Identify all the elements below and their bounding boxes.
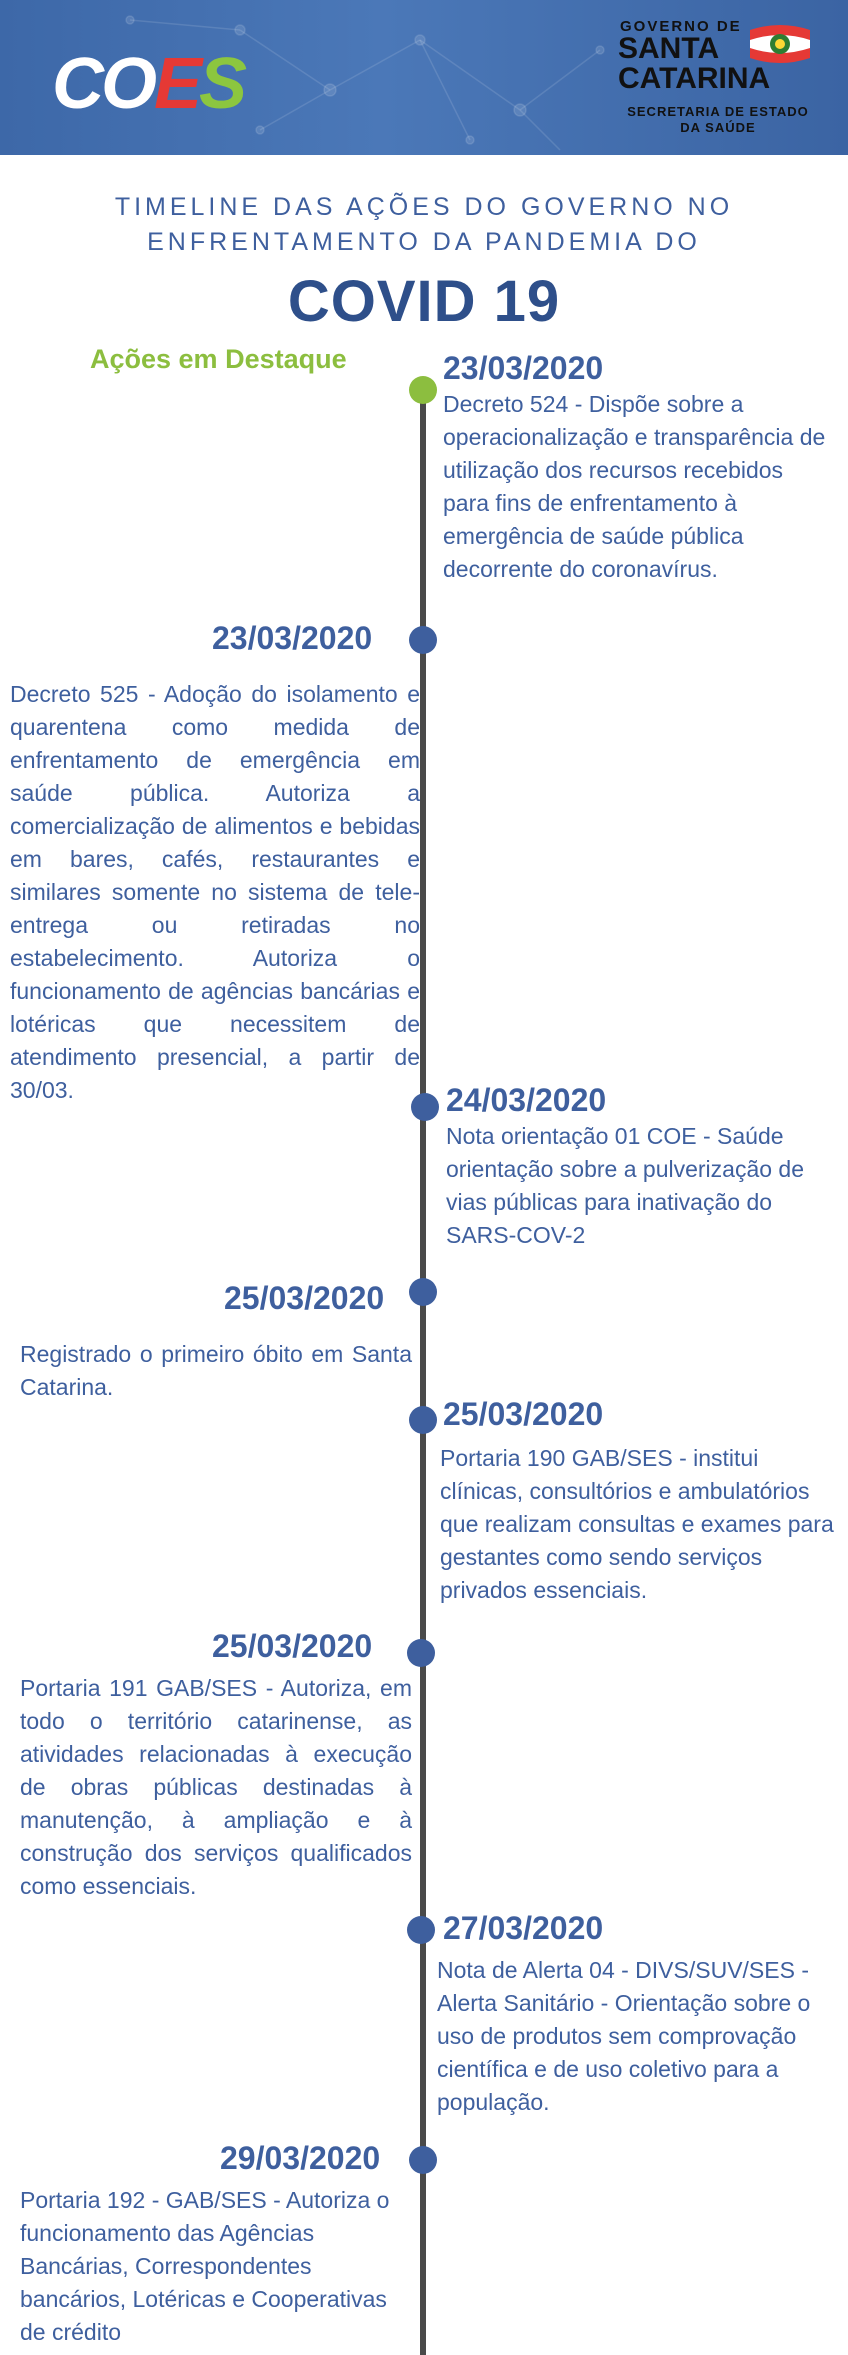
event-text-8: Portaria 192 - GAB/SES - Autoriza o funcionamento das Agências Bancárias, Correspondentes bancários, Lotéricas e Cooperativas de crédito [20, 2187, 390, 2345]
coes-logo-part3: S [199, 44, 245, 124]
logo-line-santa: SANTA [618, 32, 720, 65]
coes-logo-part1: CO [52, 44, 154, 124]
event-date-8: 29/03/2020 [220, 2140, 381, 2176]
event-text-5: Portaria 190 GAB/SES - institui clínicas, consultórios e ambulatórios que realizam consultas e exames para gestantes como sendo serviços privados essenciais. [440, 1445, 834, 1603]
event-text-1: Decreto 524 - Dispõe sobre a operacionalização e transparência de utilização dos recursos recebidos para fins de enfrentamento à emergência de saúde pública decorrente do coronavírus. [443, 391, 826, 582]
logo-line-governo: GOVERNO DE [620, 18, 742, 35]
page-subtitle [40, 190, 808, 260]
santa-catarina-logo [618, 18, 828, 138]
event-date-4: 25/03/2020 [224, 1280, 385, 1316]
logo-line-saude: DA SAÚDE [680, 120, 756, 135]
page-title: COVID 19 [287, 269, 561, 334]
event-text-4: Registrado o primeiro óbito em Santa Catarina. [20, 1341, 412, 1400]
subtitle-line1: TIMELINE DAS AÇÕES DO GOVERNO NO [114, 193, 734, 221]
event-date-1: 23/03/2020 [443, 350, 604, 386]
event-date-6: 25/03/2020 [212, 1628, 373, 1664]
timeline-dot-7 [407, 1916, 435, 1944]
event-date-5: 25/03/2020 [443, 1396, 604, 1432]
coes-logo [52, 44, 245, 124]
timeline-dot-2 [409, 626, 437, 654]
flag-icon [746, 22, 814, 66]
timeline-dot-8 [409, 2146, 437, 2174]
event-text-6: Portaria 191 GAB/SES - Autoriza, em todo o território catarinense, as atividades relacionadas à execução de obras públicas destinadas à manutenção, à ampliação e à construção dos serviços qualificados como essenciais. [20, 1675, 412, 1899]
page-header [0, 0, 848, 155]
event-date-2: 23/03/2020 [212, 620, 373, 656]
event-text-7: Nota de Alerta 04 - DIVS/SUV/SES - Alerta Sanitário - Orientação sobre o uso de produtos sem comprovação científica e de uso coletivo para a população. [437, 1957, 811, 2115]
timeline-dot-1 [409, 376, 437, 404]
event-date-3: 24/03/2020 [446, 1082, 607, 1118]
timeline-dot-6 [407, 1639, 435, 1667]
logo-secretaria [618, 104, 818, 136]
event-date-7: 27/03/2020 [443, 1910, 604, 1946]
event-text-3: Nota orientação 01 COE - Saúde orientação sobre a pulverização de vias públicas para inativação do SARS-COV-2 [446, 1123, 805, 1248]
subtitle-line2: ENFRENTAMENTO DA PANDEMIA DO [147, 228, 701, 256]
coes-logo-part2: E [154, 44, 200, 124]
timeline-dot-5 [409, 1406, 437, 1434]
logo-line-secretaria: SECRETARIA DE ESTADO [627, 104, 809, 119]
timeline-axis [420, 388, 426, 2355]
logo-line-catarina: CATARINA [618, 62, 771, 95]
timeline-dot-4 [409, 1278, 437, 1306]
event-text-2: Decreto 525 - Adoção do isolamento e quarentena como medida de enfrentamento de emergência em saúde pública. Autoriza a comercialização de alimentos e bebidas em bares, cafés, restaurantes e similares somente no sistema de tele-entrega ou retiradas no estabelecimento. Autoriza o funcionamento de agências bancárias e lotéricas que necessitem de atendimento presencial, a partir de 30/03. [10, 681, 420, 1103]
timeline-dot-3 [411, 1093, 439, 1121]
highlight-label: Ações em Destaque [90, 344, 347, 374]
